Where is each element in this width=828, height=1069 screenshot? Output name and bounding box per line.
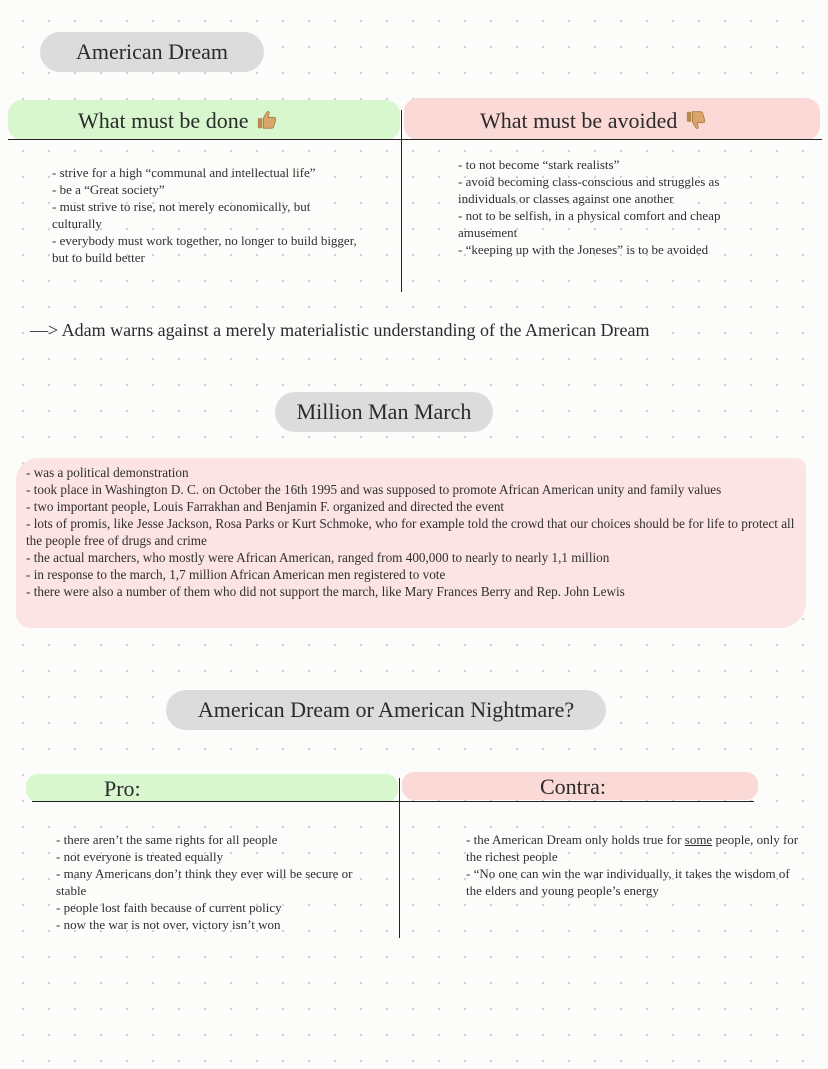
list-item: - was a political demonstration bbox=[26, 465, 189, 480]
title-american-dream: American Dream bbox=[40, 32, 264, 72]
thumbs-up-icon bbox=[256, 109, 278, 131]
header-what-must-be-done: What must be done bbox=[78, 108, 278, 134]
pro-list bbox=[56, 831, 378, 933]
header-contra: Contra: bbox=[540, 774, 606, 799]
list-item: - in response to the march, 1,7 million African American men registered to vote bbox=[26, 567, 446, 582]
list-item: - “keeping up with the Joneses” is to be avoided bbox=[458, 242, 709, 257]
contra-list bbox=[466, 831, 806, 899]
list-item: - now the war is not over, victory isn’t won bbox=[56, 917, 281, 932]
list-item: - everybody must work together, no longer to build bigger, but to build better bbox=[52, 233, 357, 265]
conclusion-text: —> Adam warns against a merely materialistic understanding of the American Dream bbox=[30, 320, 650, 340]
list-item: - “No one can win the war individually, it takes the wisdom of the elders and young people’s energy bbox=[466, 866, 790, 898]
table2-column-divider bbox=[399, 778, 400, 938]
title-million-man-march: Million Man March bbox=[275, 392, 493, 432]
table1-column-divider bbox=[401, 110, 402, 292]
million-man-march-list bbox=[26, 464, 801, 600]
list-item: - strive for a high “communal and intellectual life” bbox=[52, 165, 316, 180]
list-item: - there aren’t the same rights for all people bbox=[56, 832, 278, 847]
title-dream-or-nightmare: American Dream or American Nightmare? bbox=[166, 690, 606, 730]
list-item: - be a “Great society” bbox=[52, 182, 165, 197]
header-pro: Pro: bbox=[104, 776, 141, 801]
list-item: - there were also a number of them who did not support the march, like Mary Frances Berry and Rep. John Lewis bbox=[26, 584, 625, 599]
list-item: - the actual marchers, who mostly were African American, ranged from 400,000 to nearly to nearly 1,1 million bbox=[26, 550, 610, 565]
thumbs-down-icon bbox=[685, 109, 707, 131]
underlined-word: some bbox=[684, 832, 713, 847]
list-item: - lots of promis, like Jesse Jackson, Rosa Parks or Kurt Schmoke, who for example told the crowd that our choices should be for life to protect all the people free of drugs and crime bbox=[26, 516, 795, 548]
list-item: - not everyone is treated equally bbox=[56, 849, 224, 864]
list-item: - two important people, Louis Farrakhan and Benjamin F. organized and directed the event bbox=[26, 499, 505, 514]
header-what-must-be-avoided: What must be avoided bbox=[480, 108, 707, 134]
list-item: - to not become “stark realists” bbox=[458, 157, 620, 172]
list-item: - avoid becoming class-conscious and struggles as individuals or classes against one another bbox=[458, 174, 720, 206]
table2-header-divider bbox=[32, 801, 754, 802]
list-item: - the American Dream only holds true for some people, only for the richest people bbox=[466, 832, 799, 864]
avoided-list bbox=[458, 156, 778, 258]
list-item: - not to be selfish, in a physical comfort and cheap amusement bbox=[458, 208, 721, 240]
header-highlight-pro bbox=[26, 774, 398, 802]
list-item: - people lost faith because of current policy bbox=[56, 900, 282, 915]
list-item: - many Americans don’t think they ever will be secure or stable bbox=[56, 866, 353, 898]
list-item: - took place in Washington D. C. on October the 16th 1995 and was supposed to promote African American unity and family values bbox=[26, 482, 722, 497]
table1-header-divider bbox=[8, 139, 822, 140]
list-item: - must strive to rise, not merely economically, but culturally bbox=[52, 199, 311, 231]
done-list bbox=[52, 164, 362, 266]
